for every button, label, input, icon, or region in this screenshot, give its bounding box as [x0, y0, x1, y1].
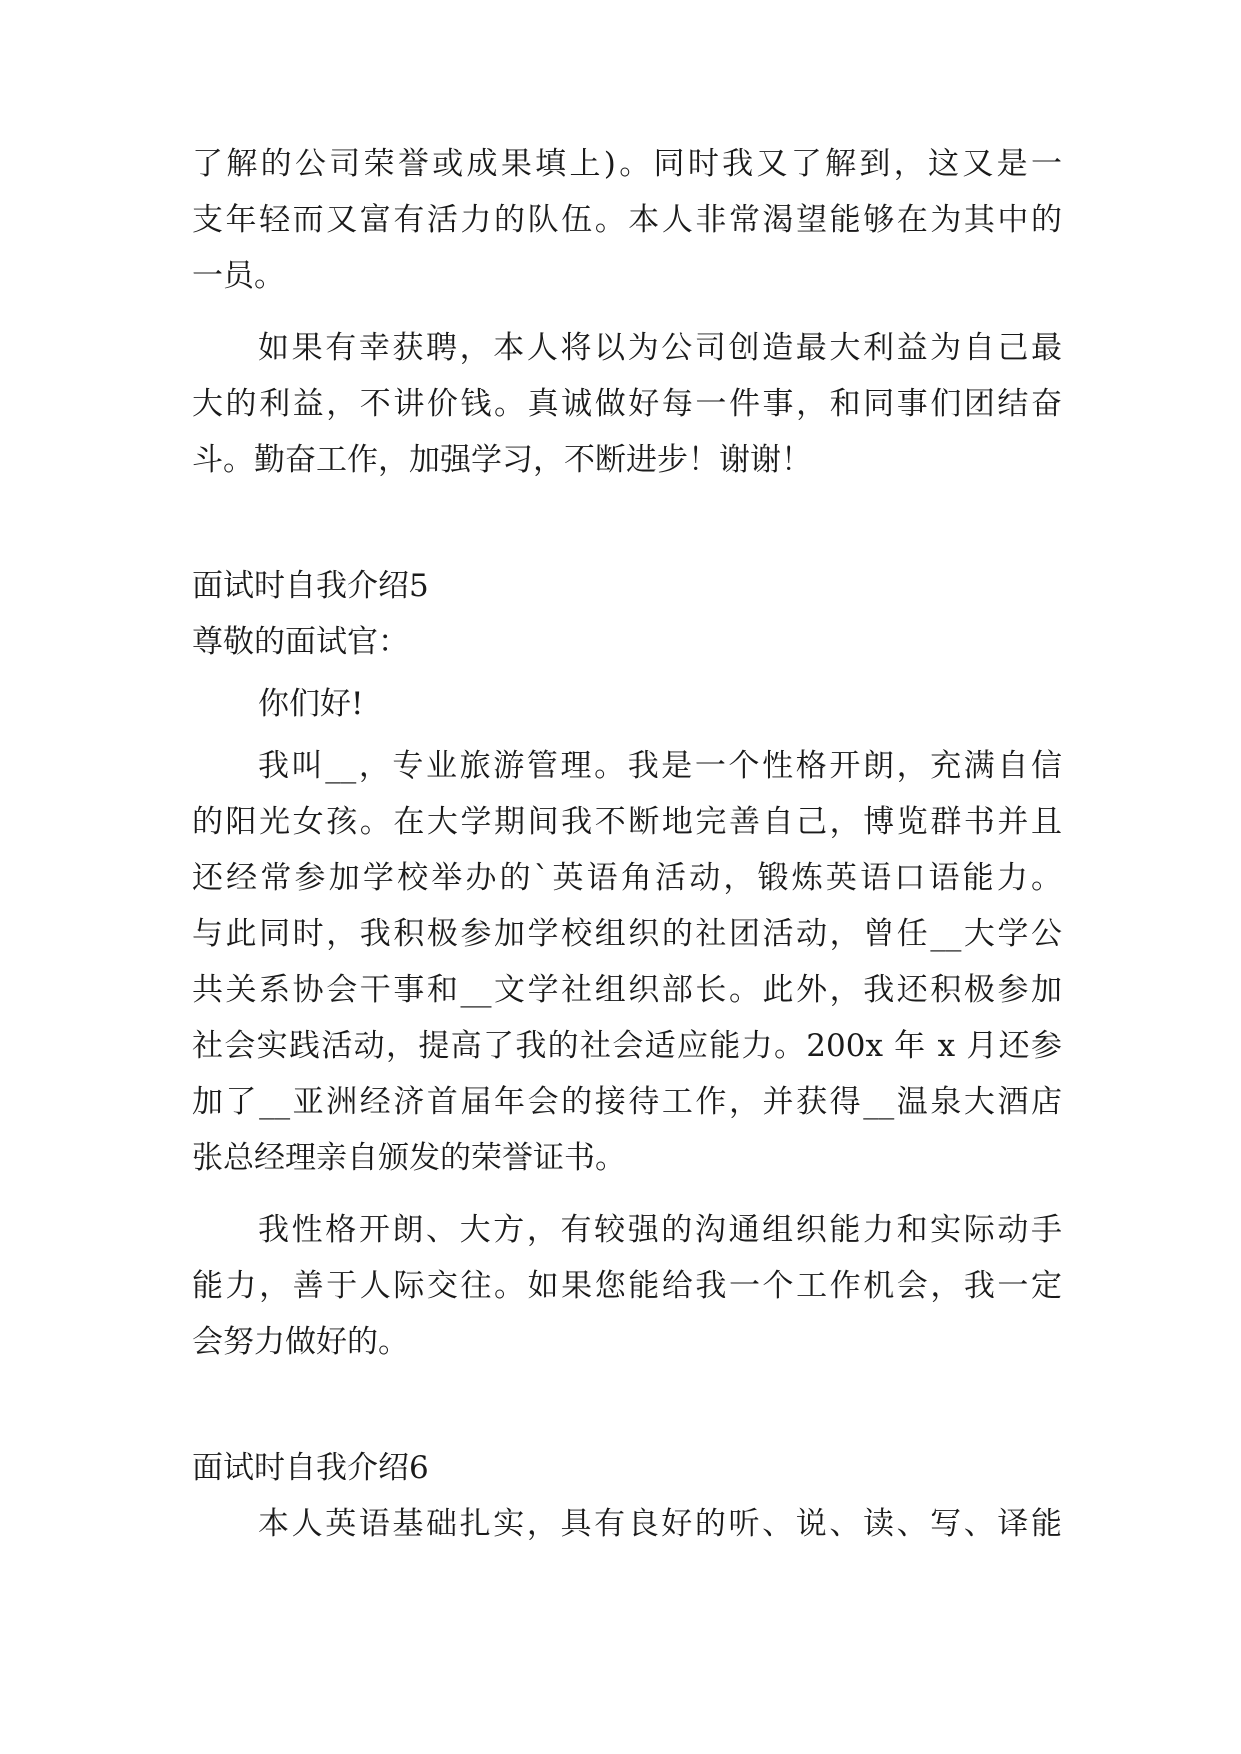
section-5-greeting: 你们好!	[258, 686, 364, 722]
section-5-title: 面试时自我介绍5	[192, 568, 429, 604]
section-5-paragraph-a-line-1: 我叫__，专业旅游管理。我是一个性格开朗，充满自信	[258, 748, 1062, 784]
paragraph-2-line-3: 斗。勤奋工作，加强学习，不断进步！谢谢！	[192, 442, 812, 478]
section-6-title: 面试时自我介绍6	[192, 1450, 429, 1486]
section-5-paragraph-a-line-5: 共关系协会干事和__文学社组织部长。此外，我还积极参加	[192, 972, 1062, 1008]
section-6-paragraph-a-line-1: 本人英语基础扎实，具有良好的听、说、读、写、译能	[258, 1506, 1062, 1542]
section-5-paragraph-a-line-8: 张总经理亲自颁发的荣誉证书。	[192, 1140, 626, 1176]
section-5-paragraph-a-line-7: 加了__亚洲经济首届年会的接待工作，并获得__温泉大酒店	[192, 1084, 1062, 1120]
section-5-paragraph-b-line-2: 能力，善于人际交往。如果您能给我一个工作机会，我一定	[192, 1268, 1062, 1304]
section-5-paragraph-a-line-3: 还经常参加学校举办的`英语角活动，锻炼英语口语能力。	[192, 860, 1062, 896]
section-5-paragraph-b-line-3: 会努力做好的。	[192, 1324, 409, 1360]
section-5-paragraph-a-line-2: 的阳光女孩。在大学期间我不断地完善自己，博览群书并且	[192, 804, 1062, 840]
section-5-salutation: 尊敬的面试官：	[192, 624, 409, 660]
paragraph-1-line-2: 支年轻而又富有活力的队伍。本人非常渴望能够在为其中的	[192, 202, 1062, 238]
section-5-paragraph-a-line-6: 社会实践活动，提高了我的社会适应能力。200x 年 x 月还参	[192, 1028, 1062, 1064]
section-5-paragraph-b-line-1: 我性格开朗、大方，有较强的沟通组织能力和实际动手	[258, 1212, 1062, 1248]
paragraph-2-line-1: 如果有幸获聘，本人将以为公司创造最大利益为自己最	[258, 330, 1062, 366]
paragraph-1-line-1: 了解的公司荣誉或成果填上)。同时我又了解到，这又是一	[192, 146, 1062, 182]
section-5-paragraph-a-line-4: 与此同时，我积极参加学校组织的社团活动，曾任__大学公	[192, 916, 1062, 952]
paragraph-2-line-2: 大的利益，不讲价钱。真诚做好每一件事，和同事们团结奋	[192, 386, 1062, 422]
paragraph-1-line-3: 一员。	[192, 258, 285, 294]
